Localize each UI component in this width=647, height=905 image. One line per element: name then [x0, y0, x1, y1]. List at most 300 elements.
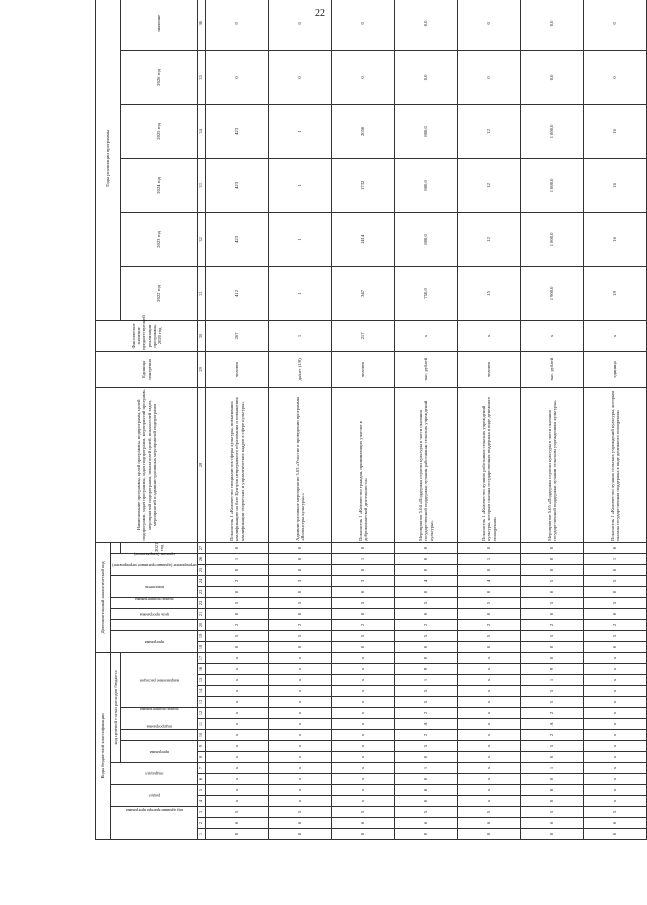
row-year-value: 0: [458, 50, 521, 104]
code-digit: х: [458, 708, 521, 719]
row-year-value: 347: [332, 266, 395, 320]
code-digit: 0: [458, 641, 521, 652]
code-digit: х: [269, 785, 332, 796]
code-digit: 5: [395, 697, 458, 708]
column-number: 23: [198, 586, 206, 597]
code-digit: 0: [395, 608, 458, 619]
row-name: Показатель 1 «Количество лучших сельских учреждений культуры, которым оказана государственная поддержка в виде денежного поощрения»: [584, 387, 647, 542]
row-year-value: 1414: [332, 212, 395, 266]
code-digit: х: [458, 686, 521, 697]
code-digit: х: [269, 686, 332, 697]
column-number: 31: [198, 266, 206, 320]
column-number: 8: [198, 752, 206, 763]
code-digit: 1: [521, 675, 584, 686]
column-number: 3: [198, 807, 206, 818]
code-digit: 5: [458, 807, 521, 818]
row-fact-value: х: [458, 320, 521, 351]
code-digit: х: [269, 664, 332, 675]
code-digit: 0: [584, 641, 647, 652]
column-number: 16: [198, 664, 206, 675]
exp-col-subprogram: подпрограмма: [121, 730, 198, 741]
code-digit: х: [458, 741, 521, 752]
column-number: 7: [198, 763, 206, 774]
code-digit: 0: [269, 542, 332, 553]
code-digit: х: [458, 785, 521, 796]
row-year-value: 1 800,0: [521, 158, 584, 212]
row-year-value: 0: [269, 0, 332, 50]
code-digit: 2: [206, 619, 269, 630]
code-digit: 2: [269, 619, 332, 630]
code-digit: х: [584, 652, 647, 663]
code-digit: х: [332, 752, 395, 763]
add-col-goal: цель программы: [111, 619, 198, 630]
row-year-value: 12: [458, 212, 521, 266]
table-row: [332, 0, 395, 840]
code-digit: 0: [521, 641, 584, 652]
code-digit: 5: [395, 686, 458, 697]
code-digit: х: [206, 664, 269, 675]
column-number-row: [198, 0, 206, 840]
code-digit: 6: [395, 818, 458, 829]
column-number: 30: [198, 320, 206, 351]
code-digit: 1: [206, 553, 269, 564]
column-number: 10: [198, 730, 206, 741]
code-digit: 0: [206, 564, 269, 575]
code-digit: х: [584, 697, 647, 708]
code-digit: 5: [521, 807, 584, 818]
row-year-value: 15: [458, 266, 521, 320]
column-number: 28: [198, 387, 206, 542]
code-digit: х: [584, 752, 647, 763]
row-name: Административное мероприятие 5.03 «Участие в проведении программы «Волонтеры культуры»»: [269, 387, 332, 542]
row-year-value: 16: [584, 104, 647, 158]
table-row: [458, 0, 521, 840]
exp-col-task: задача подпрограммы: [121, 708, 198, 730]
code-digit: 5: [521, 597, 584, 608]
row-year-value: 12: [458, 104, 521, 158]
code-digit: х: [458, 719, 521, 730]
year-header-2021: 2021 год: [121, 542, 198, 553]
code-digit: х: [332, 730, 395, 741]
column-number: 22: [198, 597, 206, 608]
code-digit: 0: [458, 564, 521, 575]
code-digit: 0: [458, 586, 521, 597]
code-digit: х: [269, 774, 332, 785]
code-digit: 0: [395, 564, 458, 575]
code-digit: х: [458, 752, 521, 763]
code-digit: х: [584, 675, 647, 686]
code-digit: 2: [521, 619, 584, 630]
code-digit: 0: [269, 829, 332, 840]
code-digit: х: [458, 652, 521, 663]
code-digit: 1: [395, 675, 458, 686]
code-digit: 0: [521, 553, 584, 564]
code-digit: 0: [458, 608, 521, 619]
code-digit: х: [332, 785, 395, 796]
code-digit: 0: [269, 564, 332, 575]
add-col-sign: признак (направления): [111, 553, 198, 575]
code-digit: 0: [395, 553, 458, 564]
add-col-task: задача подпрограммы: [111, 608, 198, 619]
year-header-2026: 2026 год: [121, 50, 198, 104]
code-digit: х: [332, 675, 395, 686]
code-digit: 3: [269, 575, 332, 586]
code-digit: 5: [269, 597, 332, 608]
code-digit: х: [332, 686, 395, 697]
program-table: [95, 0, 647, 840]
code-digit: х: [584, 763, 647, 774]
row-year-value: 1 800,0: [521, 104, 584, 158]
column-number: 34: [198, 104, 206, 158]
column-number: 15: [198, 675, 206, 686]
row-year-value: 0: [584, 50, 647, 104]
code-digit: 0: [395, 752, 458, 763]
code-digit: 5: [332, 597, 395, 608]
code-digit: 0: [332, 586, 395, 597]
row-year-value: 423: [206, 104, 269, 158]
header-row-1: [96, 0, 111, 840]
code-digit: х: [269, 652, 332, 663]
years-header: Годы реализации программы: [96, 0, 121, 320]
code-digit: х: [332, 741, 395, 752]
row-fact-value: 217: [332, 320, 395, 351]
code-digit: 0: [395, 652, 458, 663]
code-digit: 1: [395, 763, 458, 774]
row-year-value: 0,0: [395, 0, 458, 50]
code-digit: х: [332, 796, 395, 807]
code-digit: 5: [521, 697, 584, 708]
codes-header: Коды бюджетной классификации: [96, 652, 111, 839]
code-digit: х: [206, 785, 269, 796]
code-col-admin: код администратора программы: [111, 807, 198, 840]
code-digit: х: [269, 697, 332, 708]
code-digit: 0: [206, 608, 269, 619]
code-digit: х: [269, 719, 332, 730]
code-digit: х: [206, 763, 269, 774]
code-digit: 0: [584, 542, 647, 553]
code-digit: 0: [206, 829, 269, 840]
code-digit: 5: [521, 575, 584, 586]
code-digit: 0: [521, 542, 584, 553]
code-col-section: раздел: [111, 785, 198, 807]
row-year-value: 2050: [332, 104, 395, 158]
code-digit: 2: [206, 575, 269, 586]
code-digit: 1: [332, 553, 395, 564]
program-table-body: [96, 0, 647, 840]
code-digit: х: [206, 796, 269, 807]
year-header-2024: 2024 год: [121, 158, 198, 212]
table-row: [206, 0, 269, 840]
code-digit: 5: [584, 575, 647, 586]
code-digit: 8: [395, 785, 458, 796]
code-digit: 6: [458, 818, 521, 829]
code-digit: 5: [332, 807, 395, 818]
exp-col-program: программа: [121, 741, 198, 763]
row-year-value: 16: [584, 158, 647, 212]
code-digit: х: [269, 730, 332, 741]
column-number: 26: [198, 553, 206, 564]
column-number: 27: [198, 542, 206, 553]
code-digit: х: [206, 708, 269, 719]
code-digit: 0: [332, 564, 395, 575]
code-digit: х: [269, 796, 332, 807]
fact-header: Фактическое значение предшествующей реализации программы, 2020 год: [96, 320, 198, 351]
row-year-value: 800,0: [395, 104, 458, 158]
code-digit: 0: [395, 641, 458, 652]
target-value-header: значение: [121, 0, 198, 50]
table-row: [584, 0, 647, 840]
row-year-value: 423: [206, 158, 269, 212]
code-digit: 0: [521, 829, 584, 840]
code-digit: х: [584, 708, 647, 719]
row-year-value: 0: [206, 0, 269, 50]
year-header-2025: 2025 год: [121, 104, 198, 158]
row-year-value: 0: [269, 50, 332, 104]
row-name: Мероприятие 5.05 «Поддержка отрасли культуры в части оказания государственной поддержки лучшим сельским учреждениям культуры»: [521, 387, 584, 542]
code-digit: х: [584, 719, 647, 730]
expenses-code-header: код целевой статьи расходов бюджета: [111, 652, 121, 762]
page-number: 22: [315, 8, 325, 19]
column-number: 11: [198, 719, 206, 730]
code-digit: х: [269, 763, 332, 774]
code-digit: 6: [269, 818, 332, 829]
column-number: 4: [198, 796, 206, 807]
code-digit: х: [458, 763, 521, 774]
code-digit: 0: [395, 542, 458, 553]
code-digit: 5: [269, 807, 332, 818]
row-year-value: 1 900,0: [521, 266, 584, 320]
column-number: 25: [198, 564, 206, 575]
code-digit: 0: [395, 796, 458, 807]
row-unit: тыс. рублей: [521, 351, 584, 387]
code-digit: 0: [521, 652, 584, 663]
code-digit: 0: [395, 586, 458, 597]
code-digit: х: [206, 752, 269, 763]
code-digit: 0: [332, 641, 395, 652]
code-digit: х: [206, 730, 269, 741]
row-year-value: 16: [584, 212, 647, 266]
code-digit: 5: [206, 630, 269, 641]
row-year-value: 0,0: [521, 50, 584, 104]
table-row: [521, 0, 584, 840]
code-digit: 5: [584, 807, 647, 818]
exp-col-direction: направление расходов: [121, 652, 198, 707]
code-digit: 0: [206, 586, 269, 597]
code-digit: 2: [395, 730, 458, 741]
code-digit: 6: [332, 818, 395, 829]
code-digit: 5: [584, 597, 647, 608]
code-digit: 0: [332, 829, 395, 840]
rotated-table-wrapper: [95, 14, 625, 840]
code-digit: 0: [269, 641, 332, 652]
additional-code-header: Дополнительный аналитический код: [96, 542, 111, 652]
code-digit: 0: [332, 608, 395, 619]
row-year-value: 0,0: [395, 50, 458, 104]
code-digit: 0: [395, 774, 458, 785]
code-digit: 0: [269, 608, 332, 619]
row-year-value: 0: [332, 0, 395, 50]
code-digit: х: [458, 730, 521, 741]
row-year-value: 0: [206, 50, 269, 104]
column-number: 5: [198, 785, 206, 796]
code-digit: 2: [584, 619, 647, 630]
column-number: 13: [198, 697, 206, 708]
row-fact-value: х: [521, 320, 584, 351]
add-col-indicator: показатель: [111, 575, 198, 597]
table-row: [395, 0, 458, 840]
code-digit: х: [269, 752, 332, 763]
code-digit: х: [458, 675, 521, 686]
code-digit: 4: [458, 575, 521, 586]
code-digit: х: [269, 708, 332, 719]
row-fact-value: 1: [269, 320, 332, 351]
code-digit: 5: [458, 630, 521, 641]
code-digit: 6: [521, 818, 584, 829]
column-number: 35: [198, 50, 206, 104]
row-unit: человек: [458, 351, 521, 387]
code-digit: х: [206, 652, 269, 663]
row-year-value: 0: [332, 50, 395, 104]
code-digit: 2: [395, 708, 458, 719]
code-digit: х: [584, 785, 647, 796]
code-digit: 9: [395, 664, 458, 675]
column-number: 6: [198, 774, 206, 785]
code-digit: 0: [521, 564, 584, 575]
column-number: 2: [198, 818, 206, 829]
column-number: 33: [198, 158, 206, 212]
row-fact-value: х: [584, 320, 647, 351]
row-year-value: 1 800,0: [521, 212, 584, 266]
code-digit: 2: [332, 619, 395, 630]
code-digit: 1: [521, 763, 584, 774]
row-year-value: 800,0: [395, 212, 458, 266]
code-digit: 0: [521, 796, 584, 807]
code-digit: х: [458, 796, 521, 807]
row-unit: да/нет (1/0): [269, 351, 332, 387]
code-digit: х: [332, 652, 395, 663]
code-digit: 0: [269, 586, 332, 597]
year-header-2023: 2023 год: [121, 212, 198, 266]
code-digit: х: [332, 664, 395, 675]
code-digit: х: [206, 686, 269, 697]
column-number: 1: [198, 829, 206, 840]
code-col-subsection: подраздел: [111, 763, 198, 785]
column-number: 20: [198, 619, 206, 630]
column-number: 19: [198, 630, 206, 641]
column-number: 9: [198, 741, 206, 752]
row-year-value: 0,0: [521, 0, 584, 50]
column-number: 18: [198, 641, 206, 652]
column-number: 12: [198, 708, 206, 719]
row-year-value: 0: [584, 0, 647, 50]
code-digit: 5: [269, 630, 332, 641]
code-digit: 8: [521, 785, 584, 796]
add-col-program: программа: [111, 630, 198, 652]
row-year-value: 800,0: [395, 158, 458, 212]
code-digit: А: [395, 719, 458, 730]
code-digit: 4: [395, 575, 458, 586]
row-year-value: 423: [206, 212, 269, 266]
code-digit: 0: [584, 564, 647, 575]
code-digit: 1: [458, 553, 521, 564]
row-unit: человек: [206, 351, 269, 387]
code-digit: 5: [521, 686, 584, 697]
code-digit: 9: [521, 664, 584, 675]
code-digit: 5: [332, 630, 395, 641]
row-name: Мероприятие 5.04 «Поддержка отрасли культуры в части оказания государственной поддержки лучшим работникам сельских учреждений культуры»: [395, 387, 458, 542]
row-year-value: 1: [269, 104, 332, 158]
row-year-value: 412: [206, 266, 269, 320]
code-digit: х: [206, 697, 269, 708]
code-digit: 0: [206, 641, 269, 652]
code-digit: 5: [206, 597, 269, 608]
code-digit: х: [584, 796, 647, 807]
code-digit: 2: [521, 708, 584, 719]
table-row: [269, 0, 332, 840]
row-year-value: 1: [269, 158, 332, 212]
row-year-value: 750,0: [395, 266, 458, 320]
row-year-value: 1: [269, 212, 332, 266]
row-name: Показатель 1 «Количество граждан, принимающих участие в добровольческой деятельности»: [332, 387, 395, 542]
code-digit: х: [332, 719, 395, 730]
code-digit: х: [458, 697, 521, 708]
code-digit: х: [458, 774, 521, 785]
code-digit: 0: [332, 542, 395, 553]
code-digit: 2: [395, 619, 458, 630]
code-digit: х: [584, 730, 647, 741]
row-name: Показатель 1 «Количество лучших работников сельских учреждений культуры, которым оказана государственная поддержка в виде денежного поощрения»: [458, 387, 521, 542]
code-digit: х: [584, 664, 647, 675]
code-digit: 5: [584, 630, 647, 641]
code-digit: 5: [458, 597, 521, 608]
column-number: 14: [198, 686, 206, 697]
code-digit: 0: [458, 542, 521, 553]
code-digit: х: [206, 719, 269, 730]
code-digit: 0: [206, 542, 269, 553]
unit-header: Единица измерения: [96, 351, 198, 387]
column-number: 17: [198, 652, 206, 663]
row-year-value: 1: [269, 266, 332, 320]
code-digit: 6: [584, 818, 647, 829]
row-year-value: 19: [584, 266, 647, 320]
code-digit: х: [206, 741, 269, 752]
row-year-value: 0: [458, 0, 521, 50]
add-col-event: мероприятие (административное мероприятие): [111, 597, 198, 608]
code-digit: 1: [584, 553, 647, 564]
code-digit: 5: [521, 741, 584, 752]
code-digit: 5: [395, 741, 458, 752]
column-number: 36: [198, 0, 206, 50]
row-fact-value: х: [395, 320, 458, 351]
code-digit: х: [206, 774, 269, 785]
column-number: 24: [198, 575, 206, 586]
row-year-value: 1732: [332, 158, 395, 212]
code-digit: х: [584, 686, 647, 697]
row-year-value: 12: [458, 158, 521, 212]
row-name: Показатель 1 «Количество специалистов сферы культуры, повысивших квалификацию на базе Центров непрерывного образования и повышения квалификации творческих и управленческих кадров в сфере культуры»: [206, 387, 269, 542]
code-digit: 5: [395, 630, 458, 641]
code-digit: х: [269, 741, 332, 752]
row-unit: человек: [332, 351, 395, 387]
code-digit: х: [332, 763, 395, 774]
code-digit: 0: [584, 829, 647, 840]
code-digit: 0: [521, 586, 584, 597]
code-digit: 2: [521, 730, 584, 741]
code-digit: 5: [395, 807, 458, 818]
code-digit: х: [584, 774, 647, 785]
code-digit: 0: [521, 752, 584, 763]
code-digit: х: [458, 664, 521, 675]
